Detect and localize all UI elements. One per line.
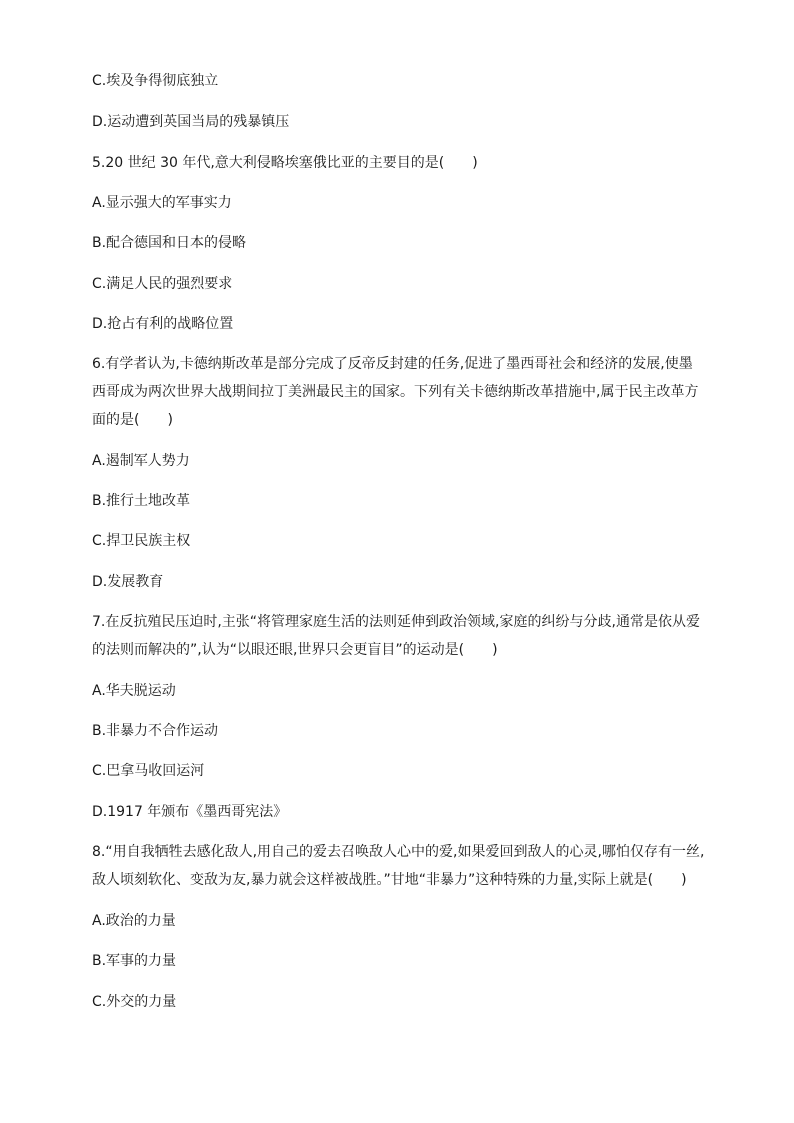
question-5: 5.20 世纪 30 年代,意大利侵略埃塞俄比亚的主要目的是( ) — [92, 155, 478, 171]
option-5a: A.显示强大的军事实力 — [92, 195, 232, 211]
option-7d: D.1917 年颁布《墨西哥宪法》 — [92, 804, 288, 820]
option-8b: B.军事的力量 — [92, 953, 177, 969]
option-8c: C.外交的力量 — [92, 994, 177, 1010]
option-5c: C.满足人民的强烈要求 — [92, 276, 233, 292]
option-8a: A.政治的力量 — [92, 913, 176, 929]
question-8-line-2: 敌人顷刻软化、变敌为友,暴力就会这样被战胜。”甘地“非暴力”这种特殊的力量,实际上就是( ) — [92, 872, 687, 888]
question-6-line-1: 6.有学者认为,卡德纳斯改革是部分完成了反帝反封建的任务,促进了墨西哥社会和经济的发展,使墨 — [92, 356, 693, 372]
option-6b: B.推行土地改革 — [92, 493, 191, 509]
question-6-line-3: 面的是( ) — [92, 412, 173, 428]
option-6d: D.发展教育 — [92, 574, 164, 590]
question-7-line-2: 的法则而解决的”,认为“以眼还眼,世界只会更盲目”的运动是( ) — [92, 642, 498, 658]
option-6c: C.捍卫民族主权 — [92, 533, 191, 549]
option-6a: A.遏制军人势力 — [92, 453, 190, 469]
question-8-line-1: 8.“用自我牺牲去感化敌人,用自己的爱去召唤敌人心中的爱,如果爱回到敌人的心灵,哪怕仅存有一丝, — [92, 844, 705, 860]
option-7a: A.华夫脱运动 — [92, 683, 176, 699]
option-4c: C.埃及争得彻底独立 — [92, 73, 219, 89]
option-5d: D.抢占有利的战略位置 — [92, 316, 234, 332]
question-6-line-2: 西哥成为两次世界大战期间拉丁美洲最民主的国家。下列有关卡德纳斯改革措施中,属于民主改革方 — [92, 384, 699, 400]
option-7b: B.非暴力不合作运动 — [92, 723, 219, 739]
option-4d: D.运动遭到英国当局的残暴镇压 — [92, 114, 290, 130]
option-7c: C.巴拿马收回运河 — [92, 763, 205, 779]
question-7-line-1: 7.在反抗殖民压迫时,主张“将管理家庭生活的法则延伸到政治领域,家庭的纠纷与分歧,通常是依从爱 — [92, 614, 700, 630]
option-5b: B.配合德国和日本的侵略 — [92, 235, 247, 251]
